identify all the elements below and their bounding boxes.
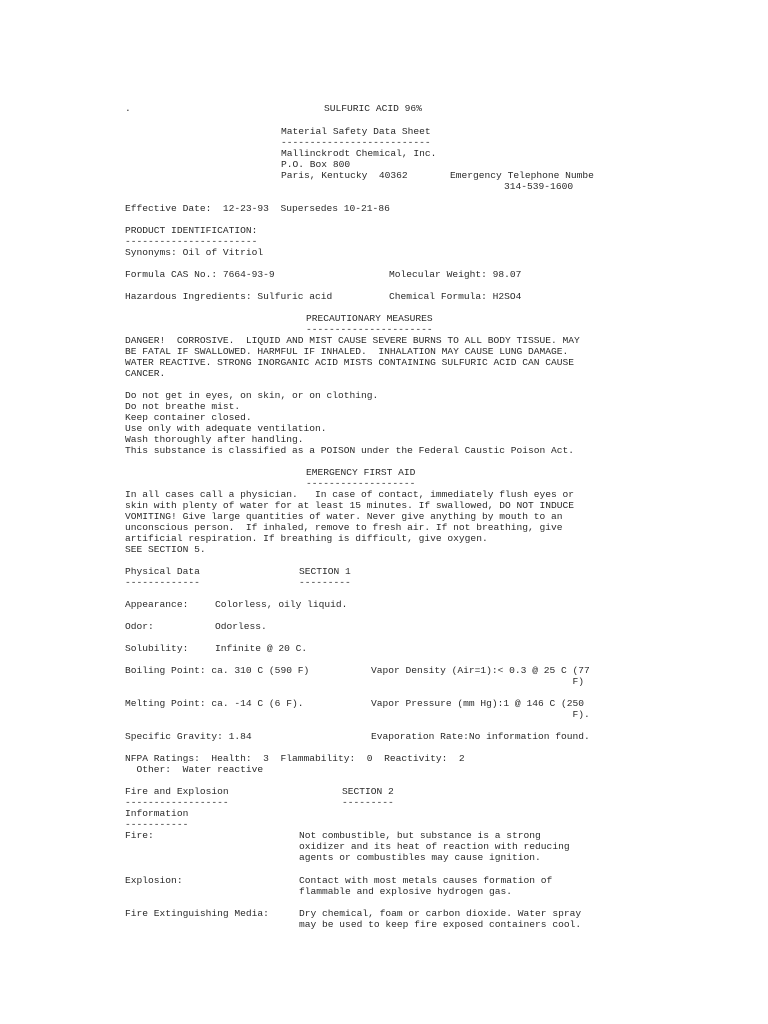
- emergency-phone-label: Emergency Telephone Numbe: [450, 170, 594, 181]
- first-aid-heading: EMERGENCY FIRST AID: [306, 467, 416, 478]
- solubility-value: Infinite @ 20 C.: [215, 643, 308, 654]
- effective-dates: Effective Date: 12-23-93 Supersedes 10-21-86: [125, 203, 390, 214]
- evaporation-rate: Evaporation Rate:No information found.: [371, 731, 590, 742]
- section-1-label: SECTION 1: [299, 566, 351, 577]
- company-name: Mallinckrodt Chemical, Inc.: [281, 148, 437, 159]
- company-po-box: P.O. Box 800: [281, 159, 351, 170]
- appearance-label: Appearance:: [125, 599, 189, 610]
- document-type-rule: --------------------------: [281, 137, 431, 148]
- extinguishing-media-label: Fire Extinguishing Media:: [125, 908, 269, 919]
- cas-number: Formula CAS No.: 7664-93-9: [125, 269, 275, 280]
- fire-text: Not combustible, but substance is a strong oxidizer and its heat of reaction with reducing agents or combustibles may cause ignition.: [299, 830, 570, 863]
- explosion-text: Contact with most metals causes formation of flammable and explosive hydrogen gas.: [299, 875, 553, 897]
- physical-data-rule: -------------: [125, 577, 200, 588]
- handling-instructions: Do not get in eyes, on skin, or on clothing. Do not breathe mist. Keep container closed. Use only with adequate ventilation. Wash thoroughly after handling. This substance is classified as a POISON under the Federal Caustic Poison Act.: [125, 390, 575, 456]
- hazardous-ingredients: Hazardous Ingredients: Sulfuric acid: [125, 291, 333, 302]
- first-aid-text: In all cases call a physician. In case of contact, immediately flush eyes or skin with plenty of water for at least 15 minutes. If swallowed, DO NOT INDUCE VOMITING! Give large quantities of water. Never give anything by mouth to an unconscious person. If inhaled, remove to fresh air. If not breathing, give artificial respiration. If breathing is difficult, give oxygen. SEE SECTION 5.: [125, 489, 575, 555]
- information-rule: -----------: [125, 819, 189, 830]
- appearance-value: Colorless, oily liquid.: [215, 599, 348, 610]
- vapor-pressure: Vapor Pressure (mm Hg):1 @ 146 C (250 F).: [371, 698, 590, 720]
- information-label: Information: [125, 808, 189, 819]
- molecular-weight: Molecular Weight: 98.07: [389, 269, 522, 280]
- synonyms: Synonyms: Oil of Vitriol: [125, 247, 264, 258]
- precautionary-heading: PRECAUTIONARY MEASURES: [306, 313, 433, 324]
- boiling-point: Boiling Point: ca. 310 C (590 F): [125, 665, 310, 676]
- vapor-density: Vapor Density (Air=1):< 0.3 @ 25 C (77 F): [371, 665, 590, 687]
- specific-gravity: Specific Gravity: 1.84: [125, 731, 252, 742]
- emergency-phone-number: 314-539-1600: [504, 181, 574, 192]
- danger-statement: DANGER! CORROSIVE. LIQUID AND MIST CAUSE SEVERE BURNS TO ALL BODY TISSUE. MAY BE FATAL IF SWALLOWED. HARMFUL IF INHALED. INHALATION MAY CAUSE LUNG DAMAGE. WATER REACTIVE. STRONG INORGANIC ACID MISTS CONTAINING SULFURIC ACID CAN CAUSE CANCER.: [125, 335, 580, 379]
- fire-explosion-title: Fire and Explosion: [125, 786, 229, 797]
- leading-dot: .: [125, 103, 131, 114]
- explosion-label: Explosion:: [125, 875, 183, 886]
- section-2-label: SECTION 2: [342, 786, 394, 797]
- fire-label: Fire:: [125, 830, 154, 841]
- physical-data-title: Physical Data: [125, 566, 200, 577]
- company-city: Paris, Kentucky 40362: [281, 170, 408, 181]
- solubility-label: Solubility:: [125, 643, 189, 654]
- section-1-rule: ---------: [299, 577, 351, 588]
- precautionary-rule: ----------------------: [306, 324, 433, 335]
- document-type: Material Safety Data Sheet: [281, 126, 431, 137]
- first-aid-rule: -------------------: [306, 478, 416, 489]
- odor-value: Odorless.: [215, 621, 267, 632]
- chemical-formula: Chemical Formula: H2SO4: [389, 291, 522, 302]
- nfpa-ratings: NFPA Ratings: Health: 3 Flammability: 0 Reactivity: 2 Other: Water reactive: [125, 753, 465, 775]
- melting-point: Melting Point: ca. -14 C (6 F).: [125, 698, 304, 709]
- document-title: SULFURIC ACID 96%: [324, 103, 422, 114]
- product-id-rule: -----------------------: [125, 236, 258, 247]
- product-id-heading: PRODUCT IDENTIFICATION:: [125, 225, 258, 236]
- fire-explosion-rule: ------------------: [125, 797, 229, 808]
- section-2-rule: ---------: [342, 797, 394, 808]
- extinguishing-media-text: Dry chemical, foam or carbon dioxide. Water spray may be used to keep fire exposed containers cool.: [299, 908, 582, 930]
- odor-label: Odor:: [125, 621, 154, 632]
